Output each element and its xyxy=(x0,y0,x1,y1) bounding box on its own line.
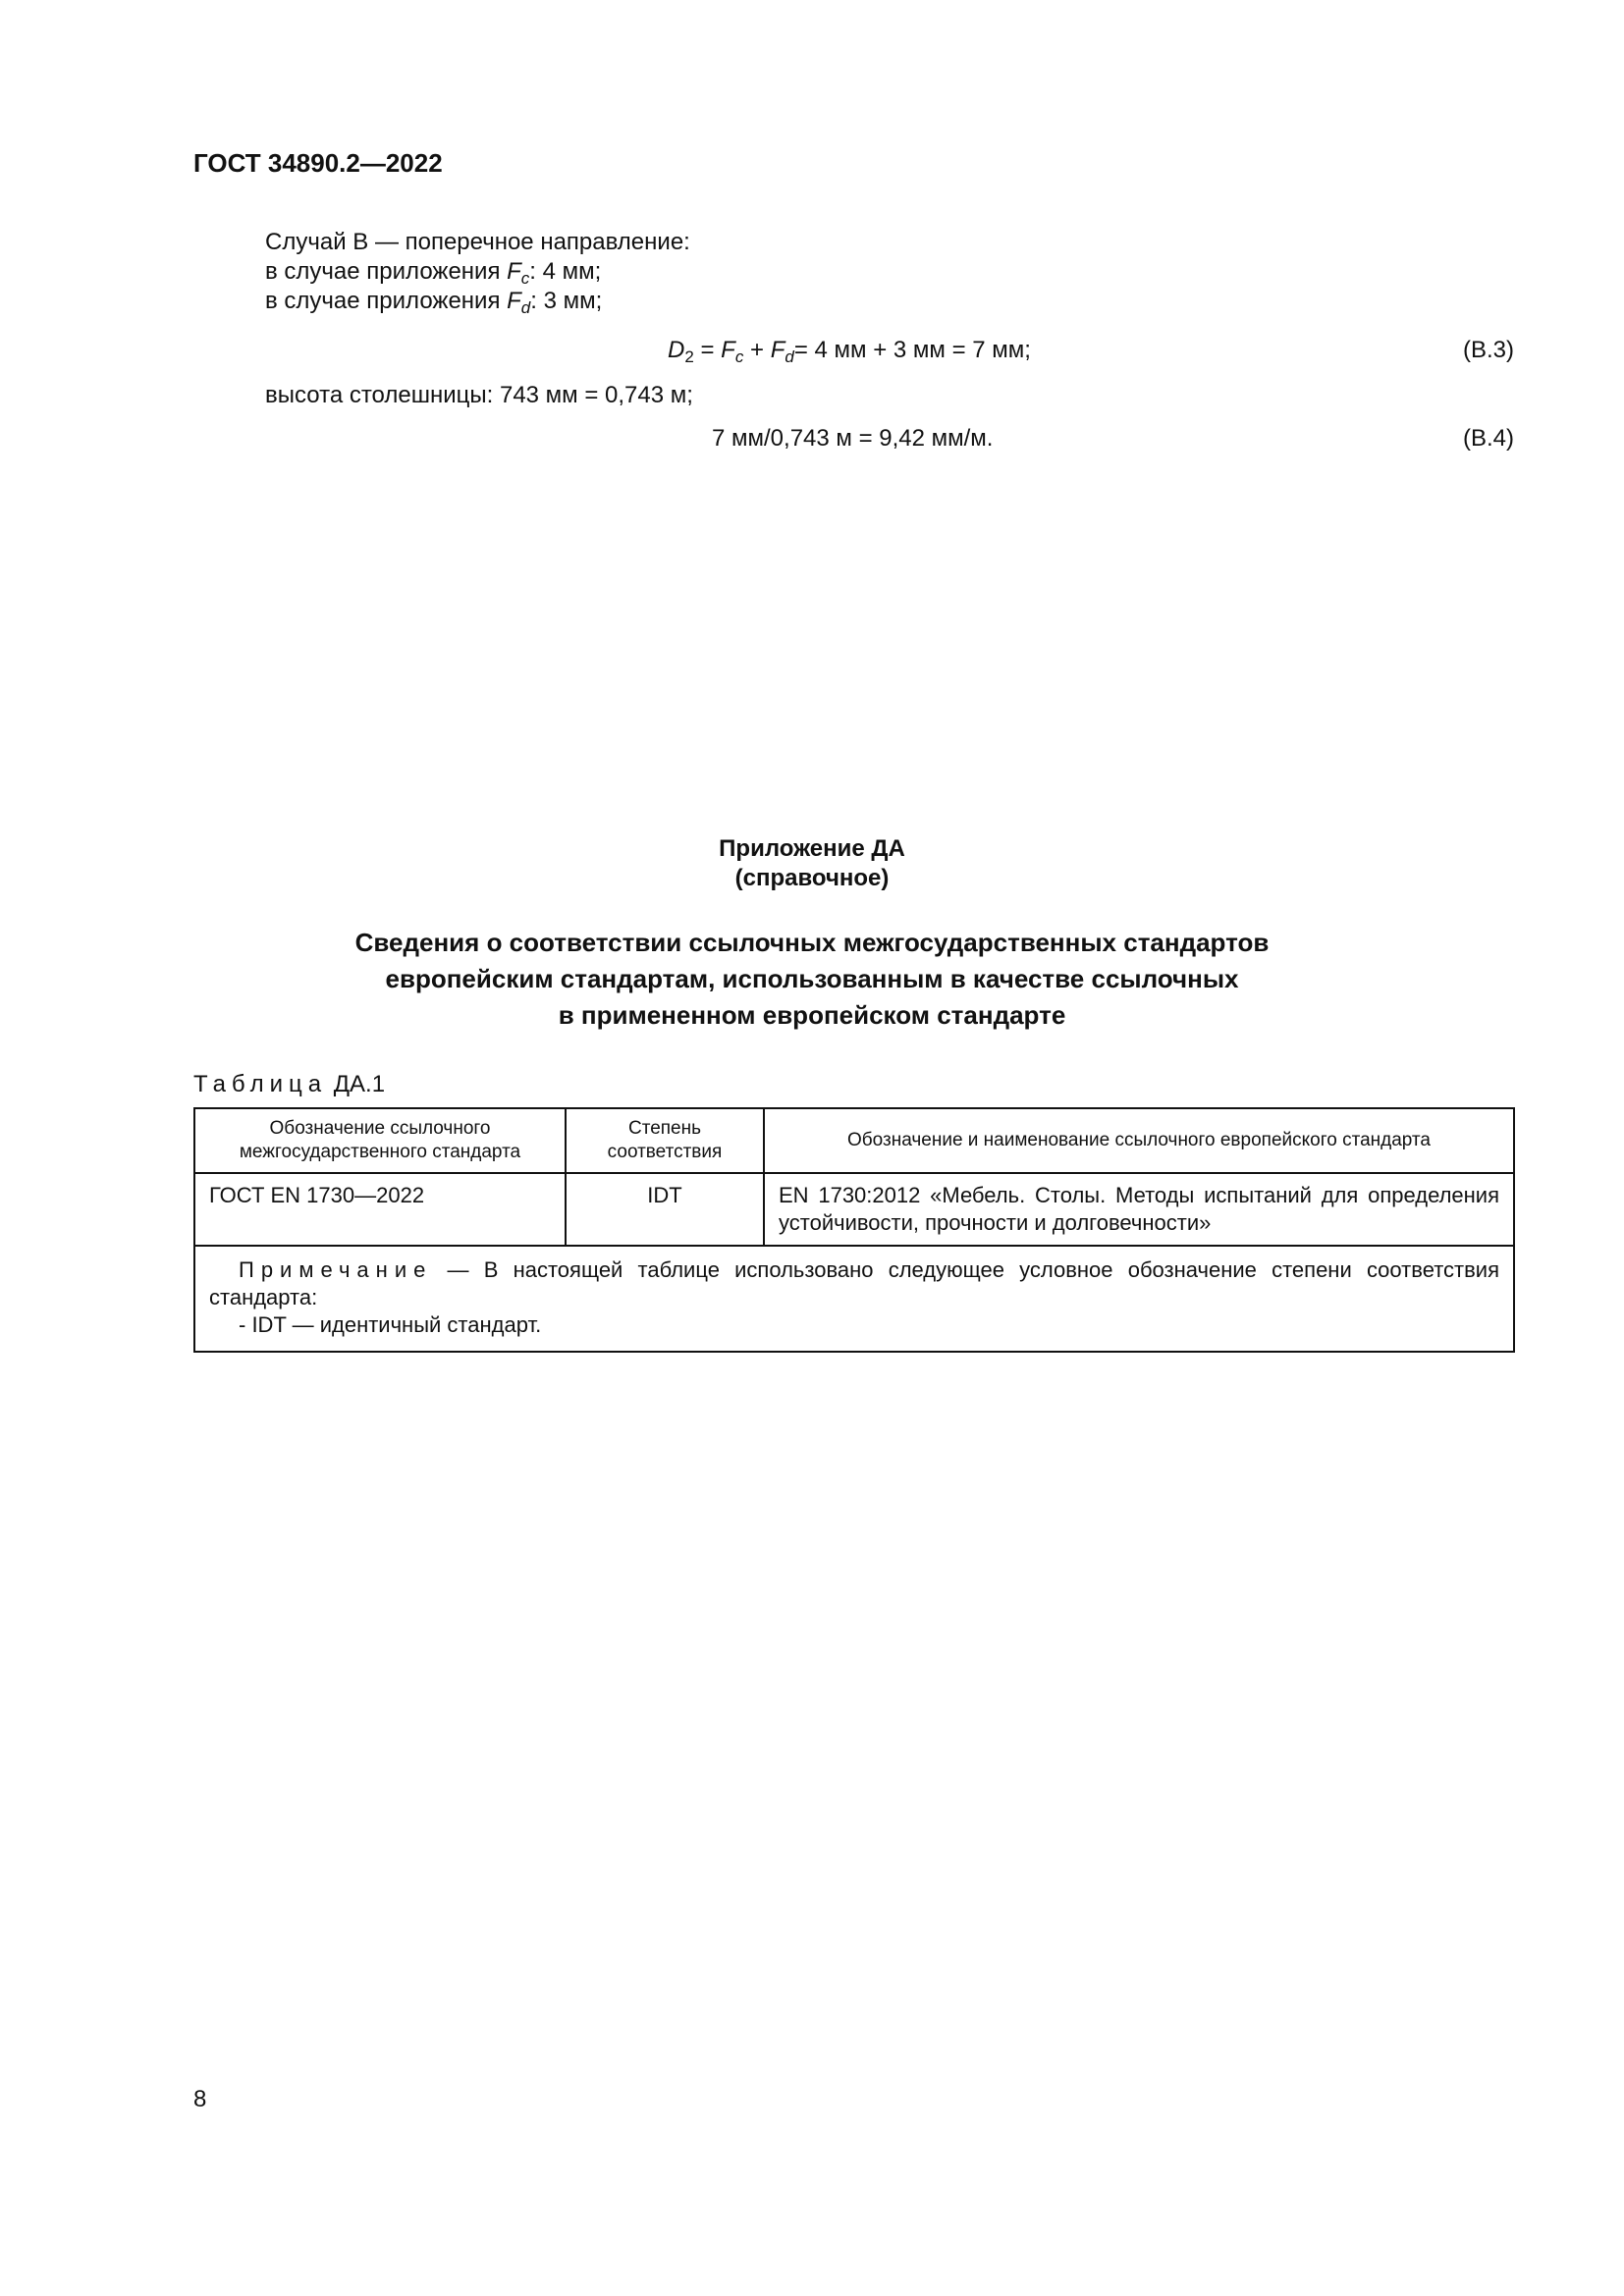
header-degree: Степень соответствия xyxy=(566,1108,764,1173)
note-label: Примечание xyxy=(239,1257,433,1282)
fc-line xyxy=(265,257,601,287)
header-european-standard: Обозначение и наименование ссылочного европейского стандарта xyxy=(764,1108,1514,1173)
header-national-standard: Обозначение ссылочного межгосударственного стандарта xyxy=(194,1108,566,1173)
annex-type: (справочное) xyxy=(734,865,890,891)
document-id: ГОСТ 34890.2—2022 xyxy=(193,148,443,178)
fd-sub: d xyxy=(520,298,531,317)
fc-var: F xyxy=(507,258,521,285)
formula-b3 xyxy=(668,336,1031,365)
formula-b4: 7 мм/0,743 м = 9,42 мм/м. xyxy=(712,425,994,452)
formula-b3-number: (В.3) xyxy=(1462,337,1514,363)
correspondence-table xyxy=(193,1107,1515,1353)
table-caption-word: Таблица xyxy=(193,1071,328,1097)
note-text: — В настоящей таблице использовано следующее условное обозначение степени соответствия стандарта: xyxy=(209,1257,1499,1309)
table-note xyxy=(194,1246,1514,1352)
annex-label: Приложение ДА xyxy=(719,835,905,862)
annex-title-line-1: Сведения о соответствии ссылочных межгосударственных стандартов xyxy=(354,928,1270,957)
table-header-row xyxy=(194,1108,1514,1173)
formula-b3-tail: = 4 мм + 3 мм = 7 мм; xyxy=(793,337,1031,363)
note-item: - IDT — идентичный стандарт. xyxy=(239,1312,542,1337)
annex-title-line-2: европейским стандартам, использованным в качестве ссылочных xyxy=(385,964,1239,993)
fc-line-prefix: в случае приложения xyxy=(265,258,508,285)
table-row xyxy=(194,1173,1514,1246)
formula-b3-d: D xyxy=(668,337,685,363)
page-number: 8 xyxy=(193,2086,207,2112)
fd-var: F xyxy=(507,288,521,314)
cell-national-standard: ГОСТ EN 1730—2022 xyxy=(194,1173,566,1246)
table-caption-number: ДА.1 xyxy=(327,1071,386,1097)
formula-b3-plus: + xyxy=(743,337,771,363)
tabletop-height-line: высота столешницы: 743 мм = 0,743 м; xyxy=(265,382,693,408)
formula-b3-fd: F xyxy=(770,337,785,363)
formula-b3-fc: F xyxy=(721,337,735,363)
fd-line xyxy=(265,287,602,316)
formula-b3-fd-sub: d xyxy=(785,347,794,366)
case-b-intro: Случай В — поперечное направление: xyxy=(265,229,690,255)
fc-line-suffix: : 4 мм; xyxy=(529,258,602,285)
fd-line-prefix: в случае приложения xyxy=(265,288,508,314)
formula-b3-d-sub: 2 xyxy=(684,347,694,366)
table-caption xyxy=(193,1070,385,1099)
formula-b3-eq: = xyxy=(693,337,722,363)
cell-european-standard: EN 1730:2012 «Мебель. Столы. Методы испытаний для определения устойчивости, прочности и долговечности» xyxy=(764,1173,1514,1246)
fd-line-suffix: : 3 мм; xyxy=(530,288,603,314)
fc-sub: c xyxy=(520,269,530,288)
formula-b4-number: (В.4) xyxy=(1462,425,1514,452)
cell-degree: IDT xyxy=(566,1173,764,1246)
table-note-row xyxy=(194,1246,1514,1352)
formula-b3-fc-sub: c xyxy=(734,347,744,366)
annex-title-line-3: в примененном европейском стандарте xyxy=(558,1000,1066,1030)
